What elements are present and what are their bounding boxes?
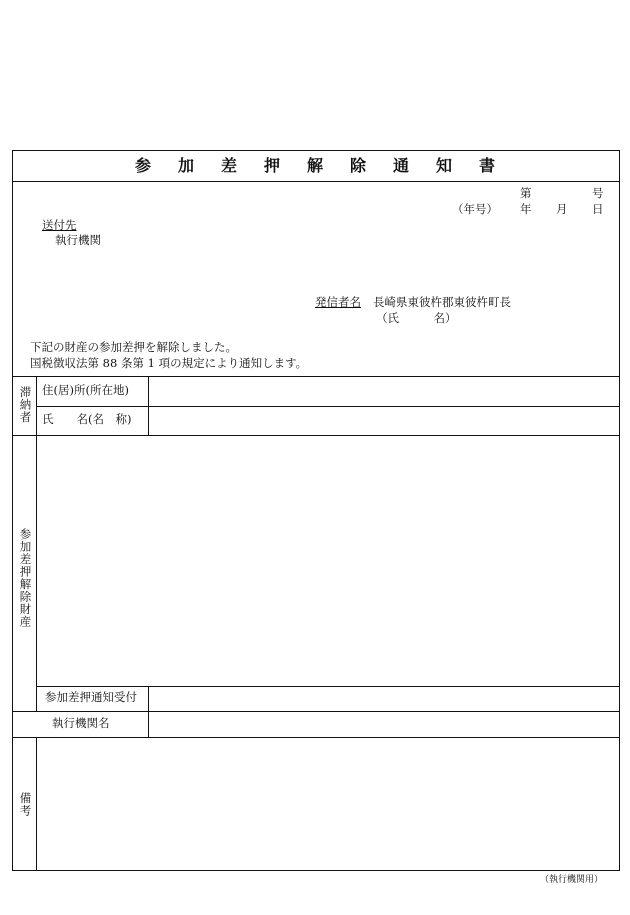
title-divider	[12, 181, 620, 182]
body-line-1: 下記の財産の参加差押を解除しました。	[30, 340, 237, 354]
recipient-name: 執行機関	[55, 233, 101, 247]
agency-top-line	[12, 711, 620, 712]
form-frame	[12, 150, 620, 871]
date-month: 月	[556, 202, 568, 216]
taxpayer-section-label: 滞納者	[18, 386, 33, 424]
title-char: 知	[436, 156, 453, 175]
remarks-top-line	[12, 737, 620, 738]
remarks-section-label: 備考	[18, 792, 33, 817]
date-day: 日	[592, 202, 604, 216]
era-label: （年号）	[452, 202, 498, 216]
notice-received-label: 参加差押通知受付	[45, 690, 137, 704]
title-char: 通	[393, 156, 410, 175]
title-char: 差	[221, 156, 238, 175]
section-label-divider	[36, 376, 37, 711]
body-line-2: 国税徴収法第 88 条第 1 項の規定により通知します。	[30, 356, 308, 370]
sender-label: 発信者名	[315, 295, 361, 309]
sender-shimei: （氏 名）	[376, 311, 457, 325]
title-char: 参	[135, 156, 152, 175]
address-label: 住(居)所(所在地)	[42, 383, 129, 397]
taxpayer-mid-line	[36, 406, 620, 407]
sender-name: 長崎県東彼杵郡東彼杵町長	[373, 295, 511, 309]
date-year: 年	[520, 202, 532, 216]
title-char: 書	[479, 156, 496, 175]
taxpayer-top-line	[12, 376, 620, 377]
title-char: 押	[264, 156, 281, 175]
taxpayer-bottom-line	[12, 435, 620, 436]
title-char: 加	[178, 156, 195, 175]
footer-note: （執行機関用）	[540, 875, 604, 885]
name-label: 氏 名(名 称)	[42, 412, 132, 426]
number-label-dai: 第	[520, 186, 532, 200]
number-label-go: 号	[592, 186, 604, 200]
title-char: 除	[350, 156, 367, 175]
property-bottom-line	[36, 686, 620, 687]
recipient-label: 送付先	[42, 218, 77, 232]
title-char: 解	[307, 156, 324, 175]
remarks-label-divider	[36, 737, 37, 871]
property-section-label: 参加差押解除財産	[18, 528, 33, 628]
agency-name-label: 執行機関名	[52, 716, 110, 730]
